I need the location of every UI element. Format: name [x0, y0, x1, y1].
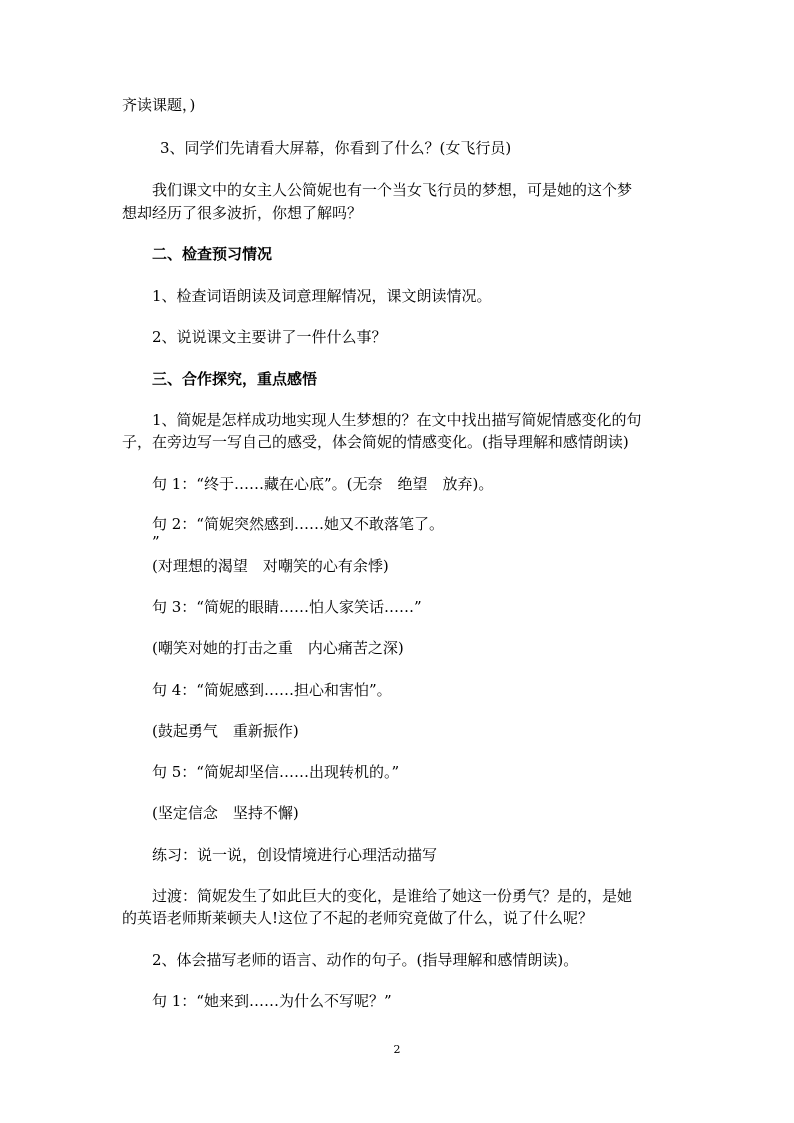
text-line: 1、简妮是怎样成功地实现人生梦想的？在文中找出描写简妮情感变化的句 — [152, 411, 642, 429]
page-number: 2 — [393, 1043, 401, 1056]
text-line: 过渡：简妮发生了如此巨大的变化，是谁给了她这一份勇气？是的，是她 — [152, 887, 633, 905]
text-line: 句 1：“终于……藏在心底”。(无奈 绝望 放弃)。 — [152, 475, 494, 493]
text-line: 2、说说课文主要讲了一件什么事？ — [152, 328, 387, 346]
text-line: 2、体会描写老师的语言、动作的句子。(指导理解和感情朗读)。 — [152, 951, 579, 969]
text-line: 3、同学们先请看大屏幕，你看到了什么？(女飞行员) — [160, 139, 512, 157]
text-line: (对理想的渴望 对嘲笑的心有余悸) — [152, 557, 389, 575]
text-line: 想却经历了很多波折，你想了解吗？ — [122, 204, 363, 222]
text-line: ” — [152, 533, 160, 551]
text-line: (坚定信念 坚持不懈) — [152, 804, 299, 822]
text-line: 句 4：“简妮感到……担心和害怕”。 — [152, 681, 392, 699]
text-line: 齐读课题，) — [122, 96, 196, 114]
text-line: (嘲笑对她的打击之重 内心痛苦之深) — [152, 639, 404, 657]
section-heading: 二、检查预习情况 — [152, 245, 273, 263]
text-line: 我们课文中的女主人公简妮也有一个当女飞行员的梦想，可是她的这个梦 — [152, 181, 633, 199]
text-line: 句 3：“简妮的眼睛……怕人家笑话……” — [152, 598, 422, 616]
section-heading: 三、合作探究，重点感悟 — [152, 370, 318, 388]
text-line: 句 1：“她来到……为什么不写呢？” — [152, 992, 392, 1010]
text-line: (鼓起勇气 重新振作) — [152, 722, 299, 740]
text-line: 的英语老师斯莱顿夫人!这位了不起的老师究竟做了什么，说了什么呢？ — [122, 909, 594, 927]
text-line: 练习：说一说，创设情境进行心理活动描写 — [152, 846, 438, 864]
text-line: 子，在旁边写一写自己的感受，体会简妮的情感变化。(指导理解和感情朗读) — [122, 433, 629, 451]
text-line: 句 2：“简妮突然感到……她又不敢落笔了。 — [152, 515, 444, 533]
text-line: 1、检查词语朗读及词意理解情况，课文朗读情况。 — [152, 287, 492, 305]
text-line: 句 5：“简妮却坚信……出现转机的。” — [152, 763, 400, 781]
